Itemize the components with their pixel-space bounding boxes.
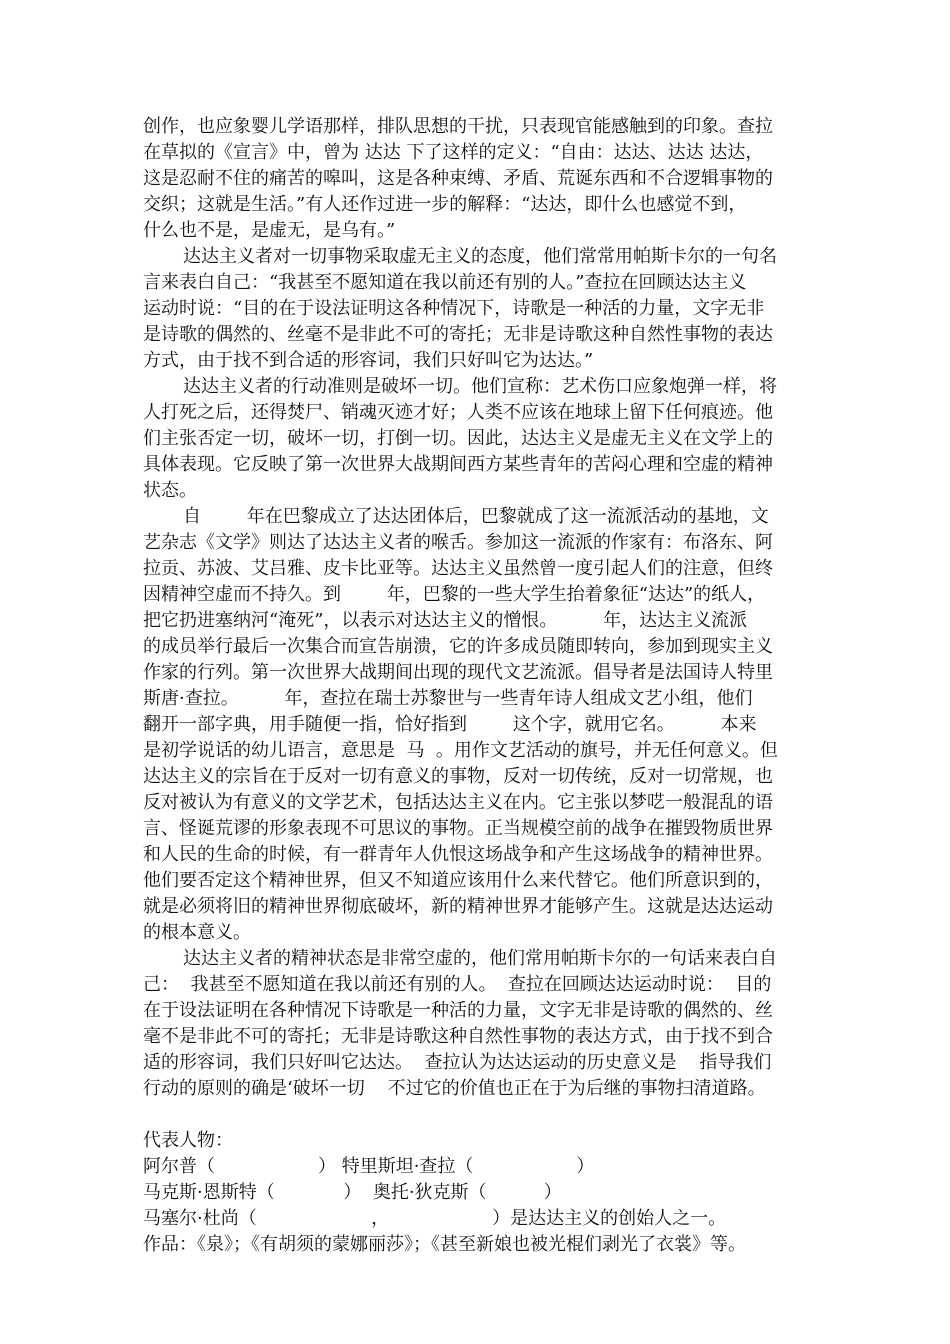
text-line: 的成员举行最后一次集合而宣告崩溃，它的许多成员随即转向，参加到现实主义 [143, 636, 773, 657]
text-line: 达达主义者的精神状态是非常空虚的，他们常用帕斯卡尔的一句话来表白自 [183, 948, 777, 969]
representative-line: 马克斯·恩斯特（ ） 奥托·狄克斯（ ） [143, 1182, 562, 1203]
text-line: 状态。 [143, 480, 197, 501]
text-line: 达达主义的宗旨在于反对一切有意义的事物，反对一切传统，反对一切常规，也 [143, 766, 773, 787]
text-line: 具体表现。它反映了第一次世界大战期间西方某些青年的苦闷心理和空虚的精神 [143, 454, 773, 475]
text-line: 他们要否定这个精神世界，但又不知道应该用什么来代替它。他们所意识到的， [143, 870, 773, 891]
works-line: 作品：《泉》；《有胡须的蒙娜丽莎》；《甚至新娘也被光棍们剥光了衣裳》等。 [143, 1234, 746, 1255]
text-line: 就是必须将旧的精神世界彻底破坏，新的精神世界才能够产生。这就是达达运动 [143, 896, 773, 917]
text-line: 这是忍耐不住的痛苦的嗥叫，这是各种束缚、矛盾、荒诞东西和不合逻辑事物的 [143, 168, 773, 189]
text-line: 言来表白自己：“我甚至不愿知道在我以前还有别的人。”查拉在回顾达达主义 [143, 272, 747, 293]
text-line: 交织；这就是生活。”有人还作过进一步的解释：“达达，即什么也感觉不到， [143, 194, 747, 215]
text-line: 是诗歌的偶然的、丝毫不是非此不可的寄托；无非是诗歌这种自然性事物的表达 [143, 324, 773, 345]
text-line: 行动的原则的确是‘破坏一切 不过它的价值也正在于为后继的事物扫清道路。 [143, 1078, 766, 1099]
text-line: 毫不是非此不可的寄托；无非是诗歌这种自然性事物的表达方式，由于找不到合 [143, 1026, 773, 1047]
text-line: 言、怪诞荒谬的形象表现不可思议的事物。正当规模空前的战争在摧毁物质世界 [143, 818, 773, 839]
text-line: 自 年在巴黎成立了达达团体后，巴黎就成了这一流派活动的基地，文 [183, 506, 769, 527]
text-line: 创作，也应象婴儿学语那样，排队思想的干扰，只表现官能感触到的印象。查拉 [143, 116, 773, 137]
text-line: 们主张否定一切，破坏一切，打倒一切。因此，达达主义是虚无主义在文学上的 [143, 428, 773, 449]
text-line: 作家的行列。第一次世界大战期间出现的现代文艺流派。倡导者是法国诗人特里 [143, 662, 773, 683]
text-line: 斯唐·查拉。 年，查拉在瑞士苏黎世与一些青年诗人组成文艺小组，他们 [143, 688, 753, 709]
text-line: 翻开一部字典，用手随便一指，恰好指到 这个字，就用它名。 本来 [143, 714, 757, 735]
text-line: 运动时说：“目的在于设法证明这各种情况下，诗歌是一种活的力量，文字无非 [143, 298, 765, 319]
text-line: 拉贡、苏波、艾吕雅、皮卡比亚等。达达主义虽然曾一度引起人们的注意，但终 [143, 558, 773, 579]
section-heading: 代表人物： [143, 1130, 233, 1151]
text-line: 在草拟的《宣言》中，曾为 达达 下了这样的定义：“自由：达达、达达 达达， [143, 142, 764, 163]
representative-line: 阿尔普（ ） 特里斯坦·查拉（ ） [143, 1156, 595, 1177]
text-line: 反对被认为有意义的文学艺术，包括达达主义在内。它主张以梦呓一般混乱的语 [143, 792, 773, 813]
text-line: 达达主义者对一切事物采取虚无主义的态度，他们常常用帕斯卡尔的一句名 [183, 246, 777, 267]
text-line: 的根本意义。 [143, 922, 251, 943]
text-line: 艺杂志《文学》则达了达达主义者的喉舌。参加这一流派的作家有：布洛东、阿 [143, 532, 773, 553]
text-line: 人打死之后，还得焚尸、销魂灭迹才好；人类不应该在地球上留下任何痕迹。他 [143, 402, 773, 423]
text-line: 达达主义者的行动准则是破坏一切。他们宣称：艺术伤口应象炮弹一样，将 [183, 376, 777, 397]
text-line: 把它扔进塞纳河“淹死”，以表示对达达主义的憎恨。 年，达达主义流派 [143, 610, 748, 631]
text-line: 己： 我甚至不愿知道在我以前还有别的人。 查拉在回顾达达运动时说： 目的 [143, 974, 772, 995]
text-line: 在于设法证明在各种情况下诗歌是一种活的力量，文字无非是诗歌的偶然的、丝 [143, 1000, 773, 1021]
text-line: 适的形容词，我们只好叫它达达。 查拉认为达达运动的历史意义是 指导我们 [143, 1052, 772, 1073]
text-line: 什么也不是，是虚无，是乌有。” [143, 220, 396, 241]
text-line: 方式，由于找不到合适的形容词，我们只好叫它为达达。” [143, 350, 594, 371]
text-line: 因精神空虚而不持久。到 年，巴黎的一些大学生抬着象征“达达”的纸人， [143, 584, 766, 605]
representative-line: 马塞尔·杜尚（ ， ）是达达主义的创始人之一。 [143, 1208, 727, 1229]
text-line: 是初学说话的幼儿语言，意思是 马 。用作文艺活动的旗号，并无任何意义。但 [143, 740, 778, 761]
text-line: 和人民的生命的时候，有一群青年人仇恨这场战争和产生这场战争的精神世界。 [143, 844, 773, 865]
